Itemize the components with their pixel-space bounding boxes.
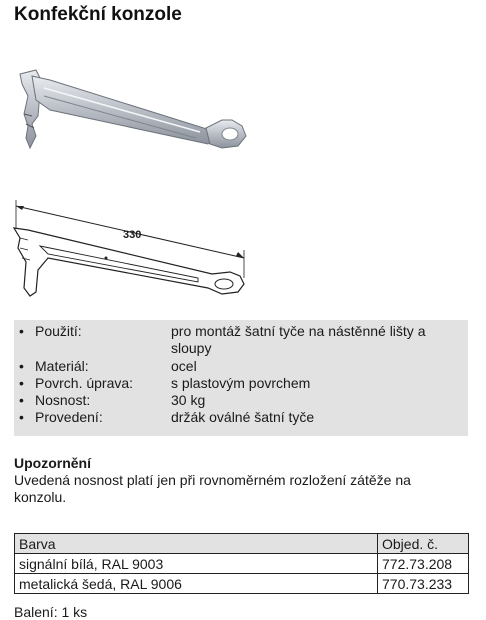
table-row: [15, 554, 469, 574]
cell-color: signální bílá, RAL 9003: [15, 554, 378, 574]
color-table: [14, 533, 469, 594]
bullet-icon: •: [19, 375, 24, 391]
header-color: Barva: [15, 534, 378, 554]
spec-label: Nosnost:: [35, 392, 91, 408]
spec-value: s plastovým povrchem: [171, 375, 311, 391]
spec-value: 30 kg: [171, 392, 206, 408]
header-order-no: Objed. č.: [378, 534, 469, 554]
warning-title: Upozornění: [14, 455, 91, 471]
spec-label: Materiál:: [35, 358, 89, 374]
cell-order-no: 772.73.208: [378, 554, 469, 574]
page-title: Konfekční konzole: [14, 4, 182, 25]
table-header: [15, 534, 469, 554]
bracket-drawing: [8, 196, 258, 308]
spec-value: ocel: [171, 358, 197, 374]
spec-list: [14, 320, 468, 436]
spec-label: Provedení:: [35, 409, 103, 425]
warning-text: Uvedená nosnost platí jen při rovnoměrném rozložení zátěže na konzolu.: [14, 472, 411, 505]
cell-order-no: 770.73.233: [378, 574, 469, 594]
bracket-photo: [10, 66, 260, 186]
spec-label: Použití:: [35, 323, 82, 339]
dimension-label: 330: [123, 229, 142, 241]
cell-color: metalická šedá, RAL 9006: [15, 574, 378, 594]
bullet-icon: •: [19, 323, 24, 339]
spec-value: držák oválné šatní tyče: [171, 409, 315, 425]
spec-label: Povrch. úprava:: [35, 375, 134, 391]
bullet-icon: •: [19, 358, 24, 374]
packaging-note: Balení: 1 ks: [14, 604, 88, 620]
bullet-icon: •: [19, 392, 24, 408]
table-row: [15, 574, 469, 594]
spec-value: pro montáž šatní tyče na nástěnné lišty a sloupy: [171, 323, 426, 356]
bullet-icon: •: [19, 409, 24, 425]
